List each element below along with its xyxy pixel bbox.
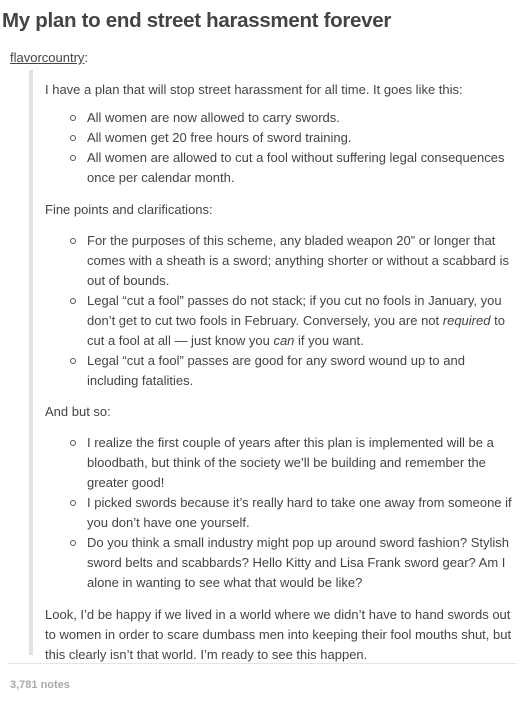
plan-list-item: All women are allowed to cut a fool without suffering legal consequences once per calendar month. bbox=[45, 148, 519, 188]
clarifications-heading: Fine points and clarifications: bbox=[45, 202, 213, 217]
clarification-text: to cut a fool at all — just know you bbox=[87, 313, 505, 348]
clarification-item bbox=[45, 291, 519, 351]
and-but-so-list bbox=[45, 433, 519, 593]
attribution bbox=[10, 50, 88, 65]
closing-paragraph: Look, I’d be happy if we lived in a world where we didn’t have to hand swords out to women in order to scare dumbass men into keeping their fool mouths shut, but this clearly isn’t that world. I’m ready to see this happen. bbox=[45, 607, 512, 662]
footer-divider bbox=[8, 663, 517, 664]
notes-count[interactable]: 3,781 notes bbox=[10, 679, 70, 691]
and-but-so-heading: And but so: bbox=[45, 404, 111, 419]
post-title: My plan to end street harassment forever bbox=[2, 9, 392, 32]
quote-body bbox=[45, 70, 519, 665]
plan-list-item: All women get 20 free hours of sword training. bbox=[45, 128, 519, 148]
intro-paragraph: I have a plan that will stop street harassment for all time. It goes like this: bbox=[45, 82, 463, 97]
clarification-text: Legal “cut a fool” passes do not stack; if you cut no fools in January, you don’t get to cut two fools in February. Conversely, you are not bbox=[87, 293, 502, 328]
clarifications-list bbox=[45, 231, 519, 391]
blockquote bbox=[29, 70, 521, 662]
author-link[interactable]: flavorcountry bbox=[10, 50, 85, 65]
author-suffix: : bbox=[84, 50, 89, 65]
and-but-so-item: I picked swords because it’s really hard to take one away from someone if you don’t have one yourself. bbox=[45, 493, 519, 533]
emphasis-required: required bbox=[442, 313, 491, 328]
and-but-so-item: Do you think a small industry might pop up around sword fashion? Stylish sword belts and scabbards? Hello Kitty and Lisa Frank sword gear? Am I alone in wanting to see what that would be like? bbox=[45, 533, 519, 593]
plan-list-item: All women are now allowed to carry swords. bbox=[45, 108, 519, 128]
clarification-text: if you want. bbox=[294, 333, 364, 348]
plan-list bbox=[45, 108, 519, 188]
and-but-so-item: I realize the first couple of years after this plan is implemented will be a bloodbath, but think of the society we’ll be building and remember the greater good! bbox=[45, 433, 519, 493]
clarification-item: For the purposes of this scheme, any bladed weapon 20” or longer that comes with a sheath is a sword; anything shorter or without a scabbard is out of bounds. bbox=[45, 231, 519, 291]
clarification-item: Legal “cut a fool” passes are good for any sword wound up to and including fatalities. bbox=[45, 351, 519, 391]
emphasis-can: can bbox=[273, 333, 295, 348]
